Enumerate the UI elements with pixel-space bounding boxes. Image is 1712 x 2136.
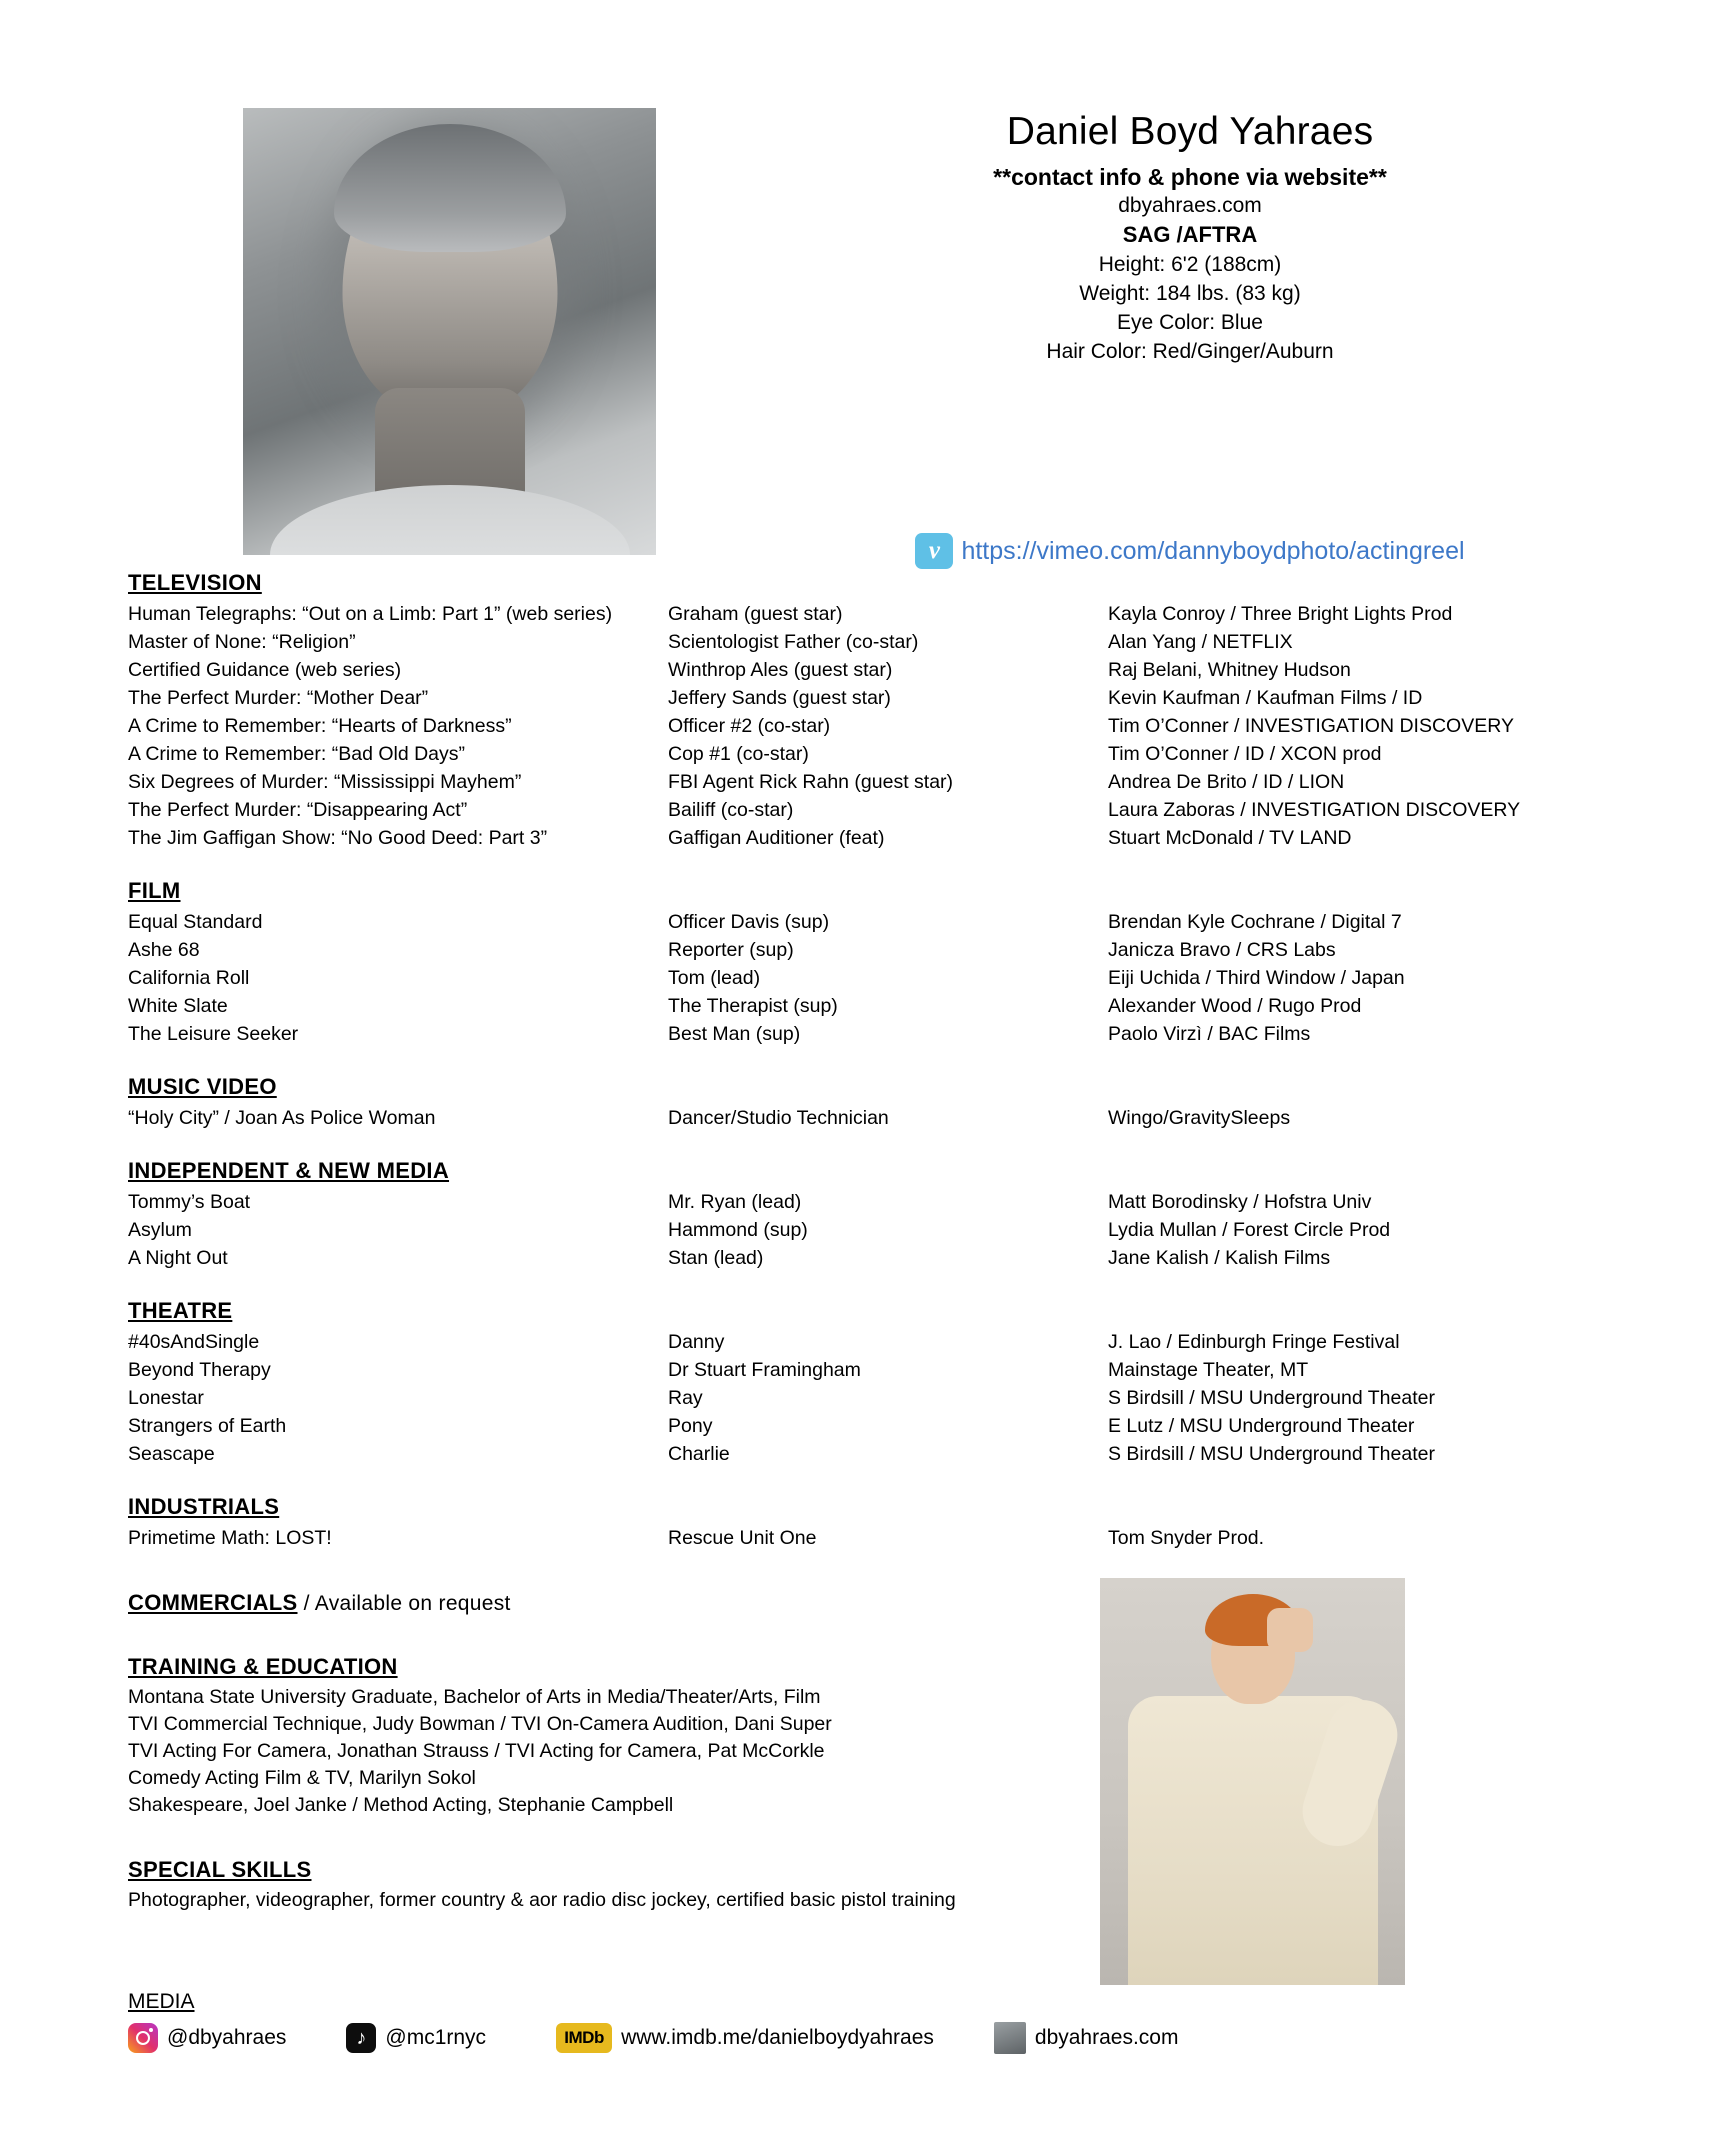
special-skills-line: Photographer, videographer, former country & aor radio disc jockey, certified basic pistol training <box>128 1889 956 1911</box>
credit-row <box>128 600 1588 628</box>
credit-row <box>128 656 1588 684</box>
headshot-shoulders <box>270 485 630 555</box>
credit-title: The Perfect Murder: “Disappearing Act” <box>128 799 468 821</box>
credit-company: Brendan Kyle Cochrane / Digital 7 <box>1108 911 1402 933</box>
secondary-photo <box>1100 1578 1405 1985</box>
credit-role: Reporter (sup) <box>668 939 794 961</box>
instagram-handle[interactable]: @dbyahraes <box>167 2026 287 2049</box>
credits-list-independent <box>128 1188 1588 1272</box>
media-title: MEDIA <box>128 1990 195 2013</box>
website-url[interactable]: dbyahraes.com <box>1034 2026 1179 2049</box>
credit-title: California Roll <box>128 967 250 989</box>
instagram-icon <box>128 2023 158 2053</box>
media-item-instagram[interactable] <box>128 2023 286 2053</box>
section-title-special-skills: SPECIAL SKILLS <box>128 1857 312 1882</box>
credit-title: A Crime to Remember: “Bad Old Days” <box>128 743 466 765</box>
credit-role: Graham (guest star) <box>668 603 843 625</box>
actor-name: Daniel Boyd Yahraes <box>1006 110 1374 153</box>
credit-company: Alan Yang / NETFLIX <box>1108 631 1293 653</box>
weight-stat: Weight: 184 lbs. (83 kg) <box>1079 282 1301 305</box>
credit-title: Six Degrees of Murder: “Mississippi Mayhem” <box>128 771 522 793</box>
credit-row <box>128 796 1588 824</box>
credit-row <box>128 768 1588 796</box>
credits-list-television <box>128 600 1588 852</box>
section-independent-new-media <box>128 1158 1588 1272</box>
credit-company: Raj Belani, Whitney Hudson <box>1108 659 1351 681</box>
hair-color-stat: Hair Color: Red/Ginger/Auburn <box>1046 340 1334 363</box>
tiktok-handle[interactable]: @mc1rnyc <box>385 2026 487 2049</box>
section-title-industrials: INDUSTRIALS <box>128 1494 280 1519</box>
credit-title: Seascape <box>128 1443 215 1465</box>
commercials-label: COMMERCIALS <box>128 1590 298 1615</box>
tiktok-icon: ♪ <box>346 2023 376 2053</box>
section-title-training: TRAINING & EDUCATION <box>128 1654 398 1679</box>
credit-title: White Slate <box>128 995 228 1017</box>
imdb-icon: IMDb <box>556 2023 612 2053</box>
section-spacer <box>128 1284 1588 1298</box>
credit-row <box>128 824 1588 852</box>
credit-role: Pony <box>668 1415 713 1437</box>
credit-row <box>128 740 1588 768</box>
section-music-video <box>128 1074 1588 1132</box>
section-title-film: FILM <box>128 878 181 903</box>
training-line: Shakespeare, Joel Janke / Method Acting, Stephanie Campbell <box>128 1794 674 1816</box>
height-stat: Height: 6'2 (188cm) <box>1098 253 1282 276</box>
credit-company: Lydia Mullan / Forest Circle Prod <box>1108 1219 1391 1241</box>
credit-company: Andrea De Brito / ID / LION <box>1108 771 1345 793</box>
media-item-imdb[interactable] <box>556 2023 934 2053</box>
headshot-photo <box>243 108 656 555</box>
credit-title: Lonestar <box>128 1387 204 1409</box>
media-item-website[interactable] <box>994 2022 1179 2054</box>
credit-title: Equal Standard <box>128 911 263 933</box>
credit-row <box>128 712 1588 740</box>
resume-header <box>0 108 1712 578</box>
section-title-television: TELEVISION <box>128 570 262 595</box>
credit-role: Gaffigan Auditioner (feat) <box>668 827 885 849</box>
section-title-music-video: MUSIC VIDEO <box>128 1074 277 1099</box>
credits-list-theatre <box>128 1328 1588 1468</box>
credit-title: A Night Out <box>128 1247 228 1269</box>
credit-row <box>128 628 1588 656</box>
credit-title: Tommy’s Boat <box>128 1191 251 1213</box>
credits-list-film <box>128 908 1588 1048</box>
media-links-row <box>128 2022 1588 2054</box>
photo-hand <box>1267 1608 1313 1652</box>
section-spacer <box>128 1060 1588 1074</box>
contact-note: **contact info & phone via website** <box>993 164 1387 190</box>
credit-company: Eiji Uchida / Third Window / Japan <box>1108 967 1405 989</box>
training-line: Montana State University Graduate, Bachelor of Arts in Media/Theater/Arts, Film <box>128 1686 821 1708</box>
credit-row <box>128 1188 1588 1216</box>
credit-role: Jeffery Sands (guest star) <box>668 687 891 709</box>
section-television <box>128 570 1588 852</box>
section-spacer <box>128 1144 1588 1158</box>
credit-role: Dr Stuart Framingham <box>668 1359 861 1381</box>
credit-company: Paolo Virzì / BAC Films <box>1108 1023 1311 1045</box>
credit-role: Scientologist Father (co-star) <box>668 631 919 653</box>
avatar-icon <box>994 2022 1026 2054</box>
credit-title: Human Telegraphs: “Out on a Limb: Part 1” (web series) <box>128 603 613 625</box>
credit-role: Charlie <box>668 1443 730 1465</box>
eye-color-stat: Eye Color: Blue <box>1117 311 1263 334</box>
credit-row <box>128 1412 1588 1440</box>
credit-title: Certified Guidance (web series) <box>128 659 402 681</box>
media-item-tiktok[interactable] <box>346 2023 486 2053</box>
credit-role: FBI Agent Rick Rahn (guest star) <box>668 771 954 793</box>
section-spacer <box>128 864 1588 878</box>
commercials-note: / Available on request <box>297 1592 511 1615</box>
training-line: Comedy Acting Film & TV, Marilyn Sokol <box>128 1767 476 1789</box>
credit-title: A Crime to Remember: “Hearts of Darkness” <box>128 715 512 737</box>
credit-role: Officer #2 (co-star) <box>668 715 831 737</box>
credit-title: Beyond Therapy <box>128 1359 271 1381</box>
credit-title: “Holy City” / Joan As Police Woman <box>128 1107 436 1129</box>
credit-title: The Jim Gaffigan Show: “No Good Deed: Part 3” <box>128 827 548 849</box>
website-text: dbyahraes.com <box>1118 194 1262 217</box>
credit-title: The Perfect Murder: “Mother Dear” <box>128 687 429 709</box>
credit-role: Tom (lead) <box>668 967 761 989</box>
credit-company: E Lutz / MSU Underground Theater <box>1108 1415 1415 1437</box>
credits-list-industrials <box>128 1524 1588 1552</box>
credit-title: Primetime Math: LOST! <box>128 1527 332 1549</box>
credit-company: Jane Kalish / Kalish Films <box>1108 1247 1331 1269</box>
credit-role: Dancer/Studio Technician <box>668 1107 889 1129</box>
credit-company: Alexander Wood / Rugo Prod <box>1108 995 1362 1017</box>
credit-row <box>128 684 1588 712</box>
credit-row <box>128 1328 1588 1356</box>
section-title-theatre: THEATRE <box>128 1298 233 1323</box>
training-line: TVI Acting For Camera, Jonathan Strauss / TVI Acting for Camera, Pat McCorkle <box>128 1740 825 1762</box>
credit-role: Danny <box>668 1331 725 1353</box>
credit-row <box>128 1384 1588 1412</box>
credit-title: Ashe 68 <box>128 939 200 961</box>
credit-company: Mainstage Theater, MT <box>1108 1359 1309 1381</box>
section-title-independent: INDEPENDENT & NEW MEDIA <box>128 1158 450 1183</box>
credit-row <box>128 1356 1588 1384</box>
headshot-hair <box>334 124 566 252</box>
union-affiliation: SAG /AFTRA <box>1122 222 1258 247</box>
credit-row <box>128 1244 1588 1272</box>
credit-role: Stan (lead) <box>668 1247 764 1269</box>
credits-list-music-video <box>128 1104 1588 1132</box>
credit-row <box>128 1440 1588 1468</box>
section-industrials <box>128 1494 1588 1552</box>
credit-company: Kayla Conroy / Three Bright Lights Prod <box>1108 603 1453 625</box>
training-line: TVI Commercial Technique, Judy Bowman / TVI On-Camera Audition, Dani Super <box>128 1713 832 1735</box>
credit-title: The Leisure Seeker <box>128 1023 299 1045</box>
credit-row <box>128 908 1588 936</box>
credit-role: Hammond (sup) <box>668 1219 808 1241</box>
credit-row <box>128 1020 1588 1048</box>
credit-role: The Therapist (sup) <box>668 995 838 1017</box>
credit-role: Bailiff (co-star) <box>668 799 794 821</box>
credit-title: Strangers of Earth <box>128 1415 287 1437</box>
credit-company: S Birdsill / MSU Underground Theater <box>1108 1443 1435 1465</box>
credit-company: Laura Zaboras / INVESTIGATION DISCOVERY <box>1108 799 1521 821</box>
credit-role: Winthrop Ales (guest star) <box>668 659 893 681</box>
credit-role: Ray <box>668 1387 703 1409</box>
section-spacer <box>128 1480 1588 1494</box>
credit-row <box>128 1216 1588 1244</box>
imdb-url[interactable]: www.imdb.me/danielboydyahraes <box>621 2026 934 2049</box>
credit-row <box>128 1104 1588 1132</box>
credit-company: Wingo/GravitySleeps <box>1108 1107 1291 1129</box>
credit-row <box>128 1524 1588 1552</box>
reel-link[interactable]: https://vimeo.com/dannyboydphoto/actingreel <box>961 536 1465 565</box>
credit-role: Rescue Unit One <box>668 1527 817 1549</box>
header-text-block <box>820 108 1560 366</box>
credit-row <box>128 936 1588 964</box>
credit-row <box>128 992 1588 1020</box>
credit-title: Master of None: “Religion” <box>128 631 356 653</box>
credit-company: Stuart McDonald / TV LAND <box>1108 827 1352 849</box>
credit-title: #40sAndSingle <box>128 1331 260 1353</box>
credit-company: Tim O’Conner / ID / XCON prod <box>1108 743 1382 765</box>
section-film <box>128 878 1588 1048</box>
reel-link-row[interactable] <box>820 533 1560 569</box>
credit-row <box>128 964 1588 992</box>
credit-role: Cop #1 (co-star) <box>668 743 809 765</box>
credit-company: Kevin Kaufman / Kaufman Films / ID <box>1108 687 1423 709</box>
credit-company: J. Lao / Edinburgh Fringe Festival <box>1108 1331 1400 1353</box>
section-theatre <box>128 1298 1588 1468</box>
credit-title: Asylum <box>128 1219 192 1241</box>
media-footer <box>128 1990 1588 2054</box>
credit-company: Janicza Bravo / CRS Labs <box>1108 939 1336 961</box>
credit-company: Matt Borodinsky / Hofstra Univ <box>1108 1191 1372 1213</box>
credit-company: Tom Snyder Prod. <box>1108 1527 1265 1549</box>
credit-company: S Birdsill / MSU Underground Theater <box>1108 1387 1435 1409</box>
credit-role: Best Man (sup) <box>668 1023 801 1045</box>
credit-role: Officer Davis (sup) <box>668 911 830 933</box>
credit-company: Tim O’Conner / INVESTIGATION DISCOVERY <box>1108 715 1514 737</box>
vimeo-icon: v <box>915 533 953 569</box>
credit-role: Mr. Ryan (lead) <box>668 1191 802 1213</box>
